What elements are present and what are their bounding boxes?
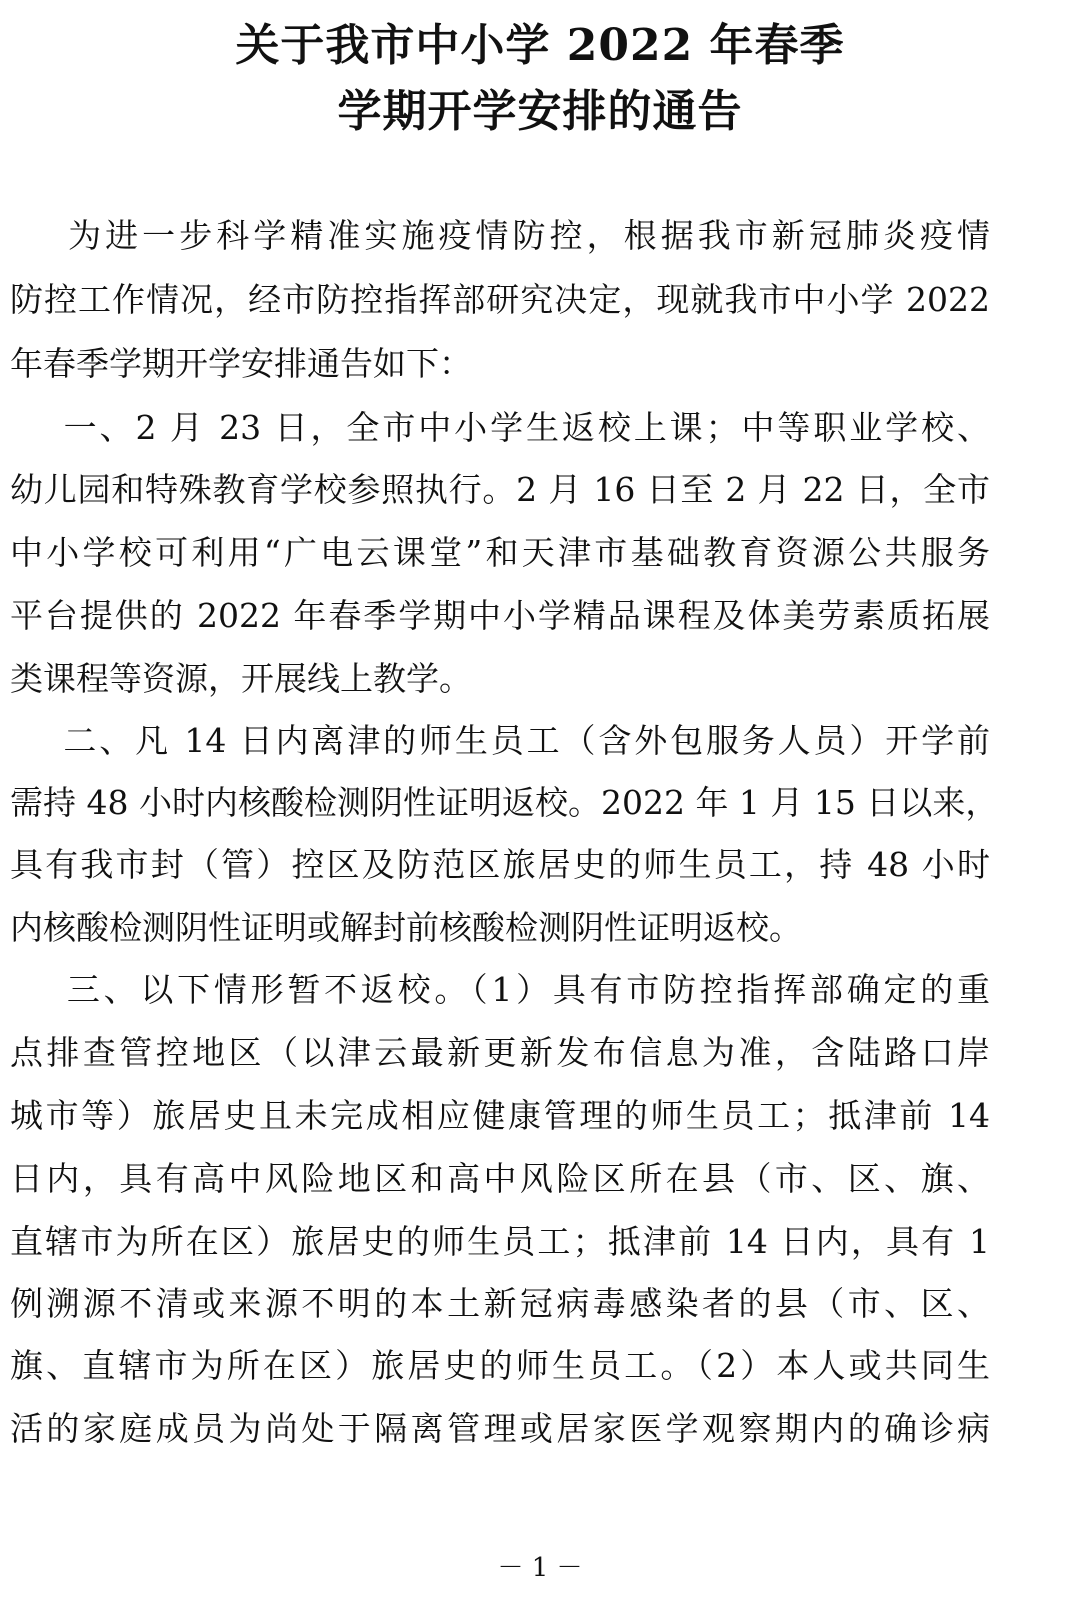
body-line: 类课程等资源，开展线上教学。	[10, 659, 472, 698]
page-number: － 1 －	[497, 1553, 583, 1583]
document-title-line-2: 学期开学安排的通告	[337, 86, 743, 137]
body-line: 年春季学期开学安排通告如下：	[10, 344, 472, 383]
body-line: 具有我市封（管）控区及防范区旅居史的师生员工，持 48 小时	[10, 845, 990, 884]
body-line: 例溯源不清或来源不明的本土新冠病毒感染者的县（市、区、	[10, 1284, 990, 1323]
body-line: 为进一步科学精准实施疫情防控，根据我市新冠肺炎疫情	[10, 216, 990, 255]
body-line: 直辖市为所在区）旅居史的师生员工；抵津前 14 日内，具有 1	[10, 1222, 990, 1261]
body-line: 中小学校可利用“广电云课堂”和天津市基础教育资源公共服务	[10, 533, 990, 572]
body-line: 日内，具有高中风险地区和高中风险区所在县（市、区、旗、	[10, 1159, 990, 1198]
body-line: 一、2 月 23 日，全市中小学生返校上课；中等职业学校、	[10, 408, 990, 447]
body-line: 活的家庭成员为尚处于隔离管理或居家医学观察期内的确诊病	[10, 1409, 990, 1448]
body-line: 平台提供的 2022 年春季学期中小学精品课程及体美劳素质拓展	[10, 596, 990, 635]
body-line: 需持 48 小时内核酸检测阴性证明返校。2022 年 1 月 15 日以来，	[10, 783, 999, 822]
document-title-line-1: 关于我市中小学 2022 年春季	[235, 20, 845, 71]
body-line: 城市等）旅居史且未完成相应健康管理的师生员工；抵津前 14	[10, 1096, 990, 1135]
body-line: 旗、直辖市为所在区）旅居史的师生员工。（2）本人或共同生	[10, 1346, 990, 1385]
body-line: 三、以下情形暂不返校。（1）具有市防控指挥部确定的重	[10, 970, 990, 1009]
body-line: 内核酸检测阴性证明或解封前核酸检测阴性证明返校。	[10, 908, 802, 947]
body-line: 防控工作情况，经市防控指挥部研究决定，现就我市中小学 2022	[10, 280, 990, 319]
body-line: 二、凡 14 日内离津的师生员工（含外包服务人员）开学前	[10, 721, 990, 760]
body-line: 点排查管控地区（以津云最新更新发布信息为准，含陆路口岸	[10, 1033, 990, 1072]
body-line: 幼儿园和特殊教育学校参照执行。2 月 16 日至 2 月 22 日，全市	[10, 470, 990, 509]
